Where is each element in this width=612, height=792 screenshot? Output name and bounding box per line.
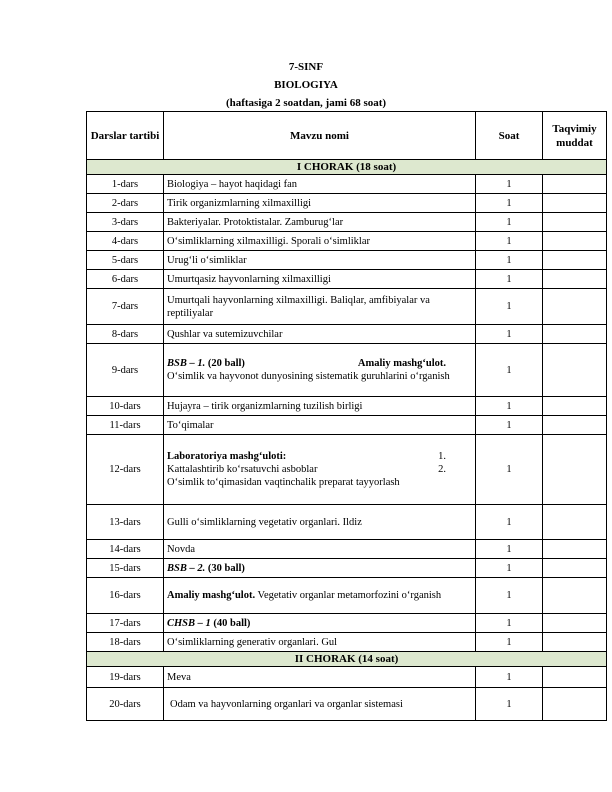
cell-deadline: [543, 344, 607, 397]
bsb-heading-line: [167, 357, 472, 370]
assessment-code: BSB – 1.: [167, 358, 206, 369]
cell-dars: 16-dars: [87, 578, 164, 614]
table-row: [87, 633, 607, 652]
cell-dars: 19-dars: [87, 667, 164, 688]
cell-deadline: [543, 194, 607, 213]
cell-deadline: [543, 688, 607, 721]
topic-text: O‘simlik va hayvonot dunyosining sistematik guruhlarini o‘rganish: [167, 371, 450, 382]
cell-dars: 13-dars: [87, 505, 164, 540]
table-row: [87, 578, 607, 614]
quarter-row: [87, 652, 607, 667]
cell-soat: 1: [476, 505, 543, 540]
cell-topic: Meva: [164, 667, 476, 688]
cell-deadline: [543, 325, 607, 344]
table-row: [87, 688, 607, 721]
cell-topic: [164, 559, 476, 578]
cell-soat: 1: [476, 344, 543, 397]
cell-dars: 18-dars: [87, 633, 164, 652]
lab-line: [167, 463, 472, 476]
table-row: [87, 614, 607, 633]
cell-dars: 8-dars: [87, 325, 164, 344]
cell-deadline: [543, 270, 607, 289]
cell-topic: Novda: [164, 540, 476, 559]
cell-deadline: [543, 397, 607, 416]
cell-topic: Qushlar va sutemizuvchilar: [164, 325, 476, 344]
cell-soat: 1: [476, 175, 543, 194]
cell-topic: To‘qimalar: [164, 416, 476, 435]
table-row: [87, 194, 607, 213]
table-row: [87, 667, 607, 688]
cell-topic: O‘simliklarning xilmaxilligi. Sporali o‘simliklar: [164, 232, 476, 251]
cell-soat: 1: [476, 633, 543, 652]
curriculum-table: [86, 111, 607, 721]
table-row: [87, 251, 607, 270]
practical-label: Amaliy mashg‘ulot.: [167, 590, 256, 601]
cell-soat: 1: [476, 614, 543, 633]
cell-dars: 17-dars: [87, 614, 164, 633]
hours-subtitle: (haftasiga 2 soatdan, jami 68 soat): [225, 97, 387, 109]
cell-soat: 1: [476, 578, 543, 614]
topic-text: Vegetativ organlar metamorfozini o‘rganish: [257, 590, 442, 601]
lab-item: O‘simlik to‘qimasidan vaqtinchalik preparat tayyorlash: [167, 477, 400, 488]
practical-label: Amaliy mashg‘ulot.: [357, 358, 446, 369]
table-row: [87, 232, 607, 251]
cell-deadline: [543, 435, 607, 505]
cell-soat: 1: [476, 688, 543, 721]
cell-soat: 1: [476, 213, 543, 232]
cell-topic: Umurtqasiz hayvonlarning xilmaxilligi: [164, 270, 476, 289]
cell-deadline: [543, 175, 607, 194]
list-number: 1.: [438, 451, 446, 462]
cell-topic: [164, 578, 476, 614]
table-row: [87, 325, 607, 344]
cell-dars: 1-dars: [87, 175, 164, 194]
cell-topic: [164, 435, 476, 505]
cell-topic: Biologiya – hayot haqidagi fan: [164, 175, 476, 194]
assessment-code: CHSB – 1: [167, 617, 211, 629]
cell-dars: 15-dars: [87, 559, 164, 578]
cell-dars: 11-dars: [87, 416, 164, 435]
cell-soat: 1: [476, 416, 543, 435]
cell-deadline: [543, 540, 607, 559]
header-hours: Soat: [476, 112, 543, 160]
assessment-points: (20 ball): [207, 358, 245, 369]
cell-deadline: [543, 251, 607, 270]
cell-soat: 1: [476, 559, 543, 578]
grade-title: 7-SINF: [288, 61, 324, 73]
table-row: [87, 435, 607, 505]
cell-dars: 7-dars: [87, 289, 164, 325]
table-row: [87, 344, 607, 397]
cell-soat: 1: [476, 194, 543, 213]
cell-deadline: [543, 505, 607, 540]
cell-deadline: [543, 578, 607, 614]
cell-dars: 20-dars: [87, 688, 164, 721]
cell-topic: Odam va hayvonlarning organlari va organlar sistemasi: [164, 688, 476, 721]
cell-soat: 1: [476, 667, 543, 688]
table-row: [87, 213, 607, 232]
quarter-label: I CHORAK (18 soat): [87, 160, 607, 175]
cell-topic: Urug‘li o‘simliklar: [164, 251, 476, 270]
cell-soat: 1: [476, 540, 543, 559]
cell-soat: 1: [476, 289, 543, 325]
cell-topic: Gulli o‘simliklarning vegetativ organlari. Ildiz: [164, 505, 476, 540]
cell-dars: 10-dars: [87, 397, 164, 416]
cell-soat: 1: [476, 435, 543, 505]
cell-deadline: [543, 667, 607, 688]
assessment-points: (40 ball): [213, 617, 251, 629]
cell-dars: 5-dars: [87, 251, 164, 270]
cell-topic: O‘simliklarning generativ organlari. Gul: [164, 633, 476, 652]
subject-title: BIOLOGIYA: [274, 79, 338, 91]
cell-topic: Bakteriyalar. Protoktistalar. Zamburug‘lar: [164, 213, 476, 232]
table-row: [87, 397, 607, 416]
quarter-label: II CHORAK (14 soat): [87, 652, 607, 667]
cell-dars: 12-dars: [87, 435, 164, 505]
cell-soat: 1: [476, 397, 543, 416]
cell-dars: 2-dars: [87, 194, 164, 213]
cell-soat: 1: [476, 325, 543, 344]
cell-deadline: [543, 232, 607, 251]
lab-heading-line: [167, 450, 472, 463]
table-row: [87, 175, 607, 194]
header-order: Darslar tartibi: [87, 112, 164, 160]
cell-soat: 1: [476, 251, 543, 270]
cell-dars: 14-dars: [87, 540, 164, 559]
cell-deadline: [543, 416, 607, 435]
table-row: [87, 270, 607, 289]
assessment-points: (30 ball): [207, 562, 245, 574]
cell-topic: Hujayra – tirik organizmlarning tuzilish birligi: [164, 397, 476, 416]
table-header-row: [87, 112, 607, 160]
list-number: 2.: [438, 464, 446, 475]
table-row: [87, 416, 607, 435]
cell-topic: Tirik organizmlarning xilmaxilligi: [164, 194, 476, 213]
cell-topic: [164, 344, 476, 397]
cell-dars: 4-dars: [87, 232, 164, 251]
table-row: [87, 289, 607, 325]
cell-deadline: [543, 614, 607, 633]
lab-label: Laboratoriya mashg‘uloti:: [167, 451, 287, 462]
cell-dars: 6-dars: [87, 270, 164, 289]
header-topic: Mavzu nomi: [164, 112, 476, 160]
assessment-code: BSB – 2.: [167, 562, 206, 574]
cell-deadline: [543, 213, 607, 232]
cell-deadline: [543, 559, 607, 578]
quarter-row: [87, 160, 607, 175]
cell-deadline: [543, 289, 607, 325]
table-row: [87, 540, 607, 559]
cell-dars: 9-dars: [87, 344, 164, 397]
cell-deadline: [543, 633, 607, 652]
cell-soat: 1: [476, 232, 543, 251]
cell-topic: Umurtqali hayvonlarning xilmaxilligi. Baliqlar, amfibiyalar va reptiliyalar: [164, 289, 476, 325]
cell-dars: 3-dars: [87, 213, 164, 232]
table-row: [87, 505, 607, 540]
cell-topic: [164, 614, 476, 633]
header-deadline: Taqvimiy muddat: [543, 112, 607, 160]
table-row: [87, 559, 607, 578]
cell-soat: 1: [476, 270, 543, 289]
lab-item: Kattalashtirib ko‘rsatuvchi asboblar: [167, 464, 318, 475]
